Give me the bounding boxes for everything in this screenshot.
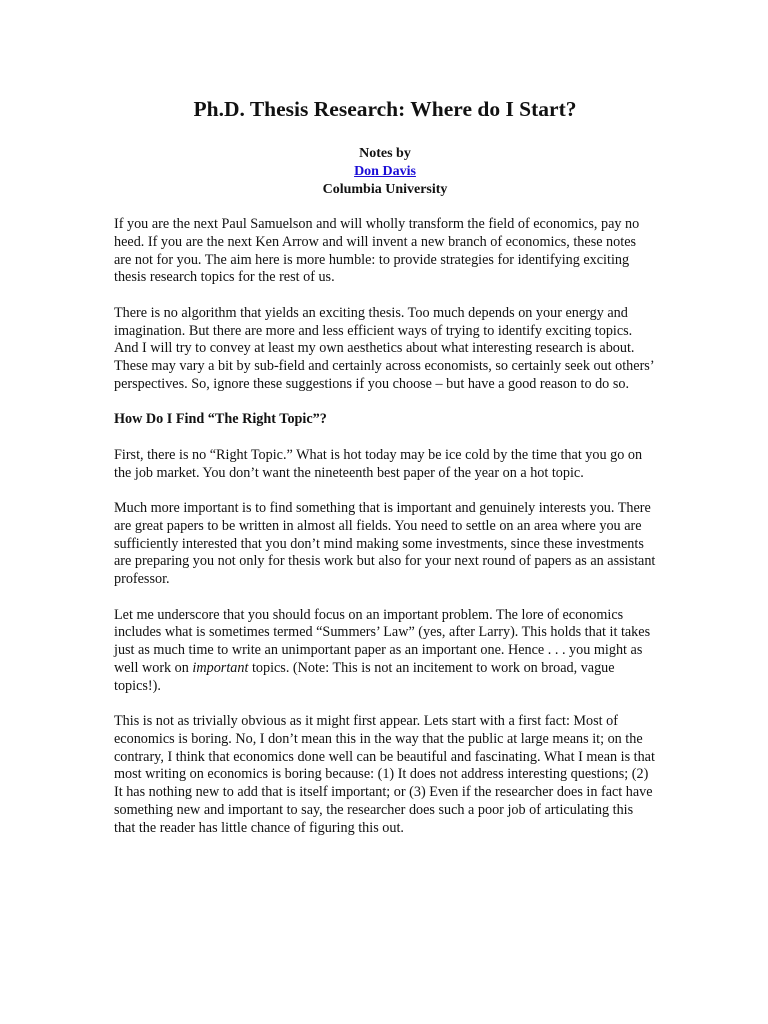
paragraph-boring: This is not as trivially obvious as it might first appear. Lets start with a first fact: Most of economics is boring. No, I don’t mean this in the way that the public at large means it; on the contrary, I think that economics done well can be beautiful and fascinating. What I mean is that most writing on economics is boring because: (1) It does not address interesting questions; (2) It has nothing new to add that is itself important; or (3) Even if the researcher does in fact have something new and important to say, the researcher does such a poor job of articulating this that the reader has little chance of figuring this out. (114, 713, 655, 836)
paragraph-intro: If you are the next Paul Samuelson and will wholly transform the field of economics, pay no heed. If you are the next Ken Arrow and will invent a new branch of economics, these notes are not for you. The aim here is more humble: to provide strategies for identifying exciting thesis research topics for the rest of us. (114, 216, 640, 286)
author-link[interactable]: Don Davis (354, 164, 416, 179)
paragraph-important-interest: Much more important is to find something that is important and genuinely interests you. There are great papers to be written in almost all fields. You need to settle on an area where you are sufficiently interested that you don’t mind making some investments, since these investments are preparing you not only for thesis work but also for your next round of papers as an assistant professor. (114, 500, 656, 587)
paragraph-right-topic: First, there is no “Right Topic.” What is hot today may be ice cold by the time that you go on the job market. You don’t want the nineteenth best paper of the year on a hot topic. (114, 446, 643, 481)
paragraph-summers-law (114, 607, 656, 696)
byline (114, 145, 656, 199)
paragraph-algorithm: There is no algorithm that yields an exciting thesis. Too much depends on your energy and imagination. But there are more and less efficient ways of trying to identify exciting topics. And I will try to convey at least my own aesthetics about what interesting research is about. These may vary a bit by sub-field and certainly across economists, so certainly seek out others’ perspectives. So, ignore these suggestions if you choose – but have a good reason to do so. (114, 304, 654, 392)
author-line (114, 163, 656, 181)
notes-by-label: Notes by (359, 146, 411, 161)
document-title: Ph.D. Thesis Research: Where do I Start? (193, 97, 577, 121)
summers-text-before: Let me underscore that you should focus on an important problem. The lore of economics includes what is sometimes termed “Summers’ Law” (yes, after Larry). This holds that it takes just as much time to write an unimportant paper as an important one. Hence . . . you might as well work on (114, 606, 651, 676)
summers-text-after: topics. (Note: This is not an incitement to work on broad, vague topics!). (114, 659, 615, 694)
document-page (114, 96, 656, 855)
section-heading: How Do I Find “The Right Topic”? (114, 411, 327, 428)
affiliation: Columbia University (322, 182, 448, 197)
summers-emphasis: important (192, 659, 249, 676)
